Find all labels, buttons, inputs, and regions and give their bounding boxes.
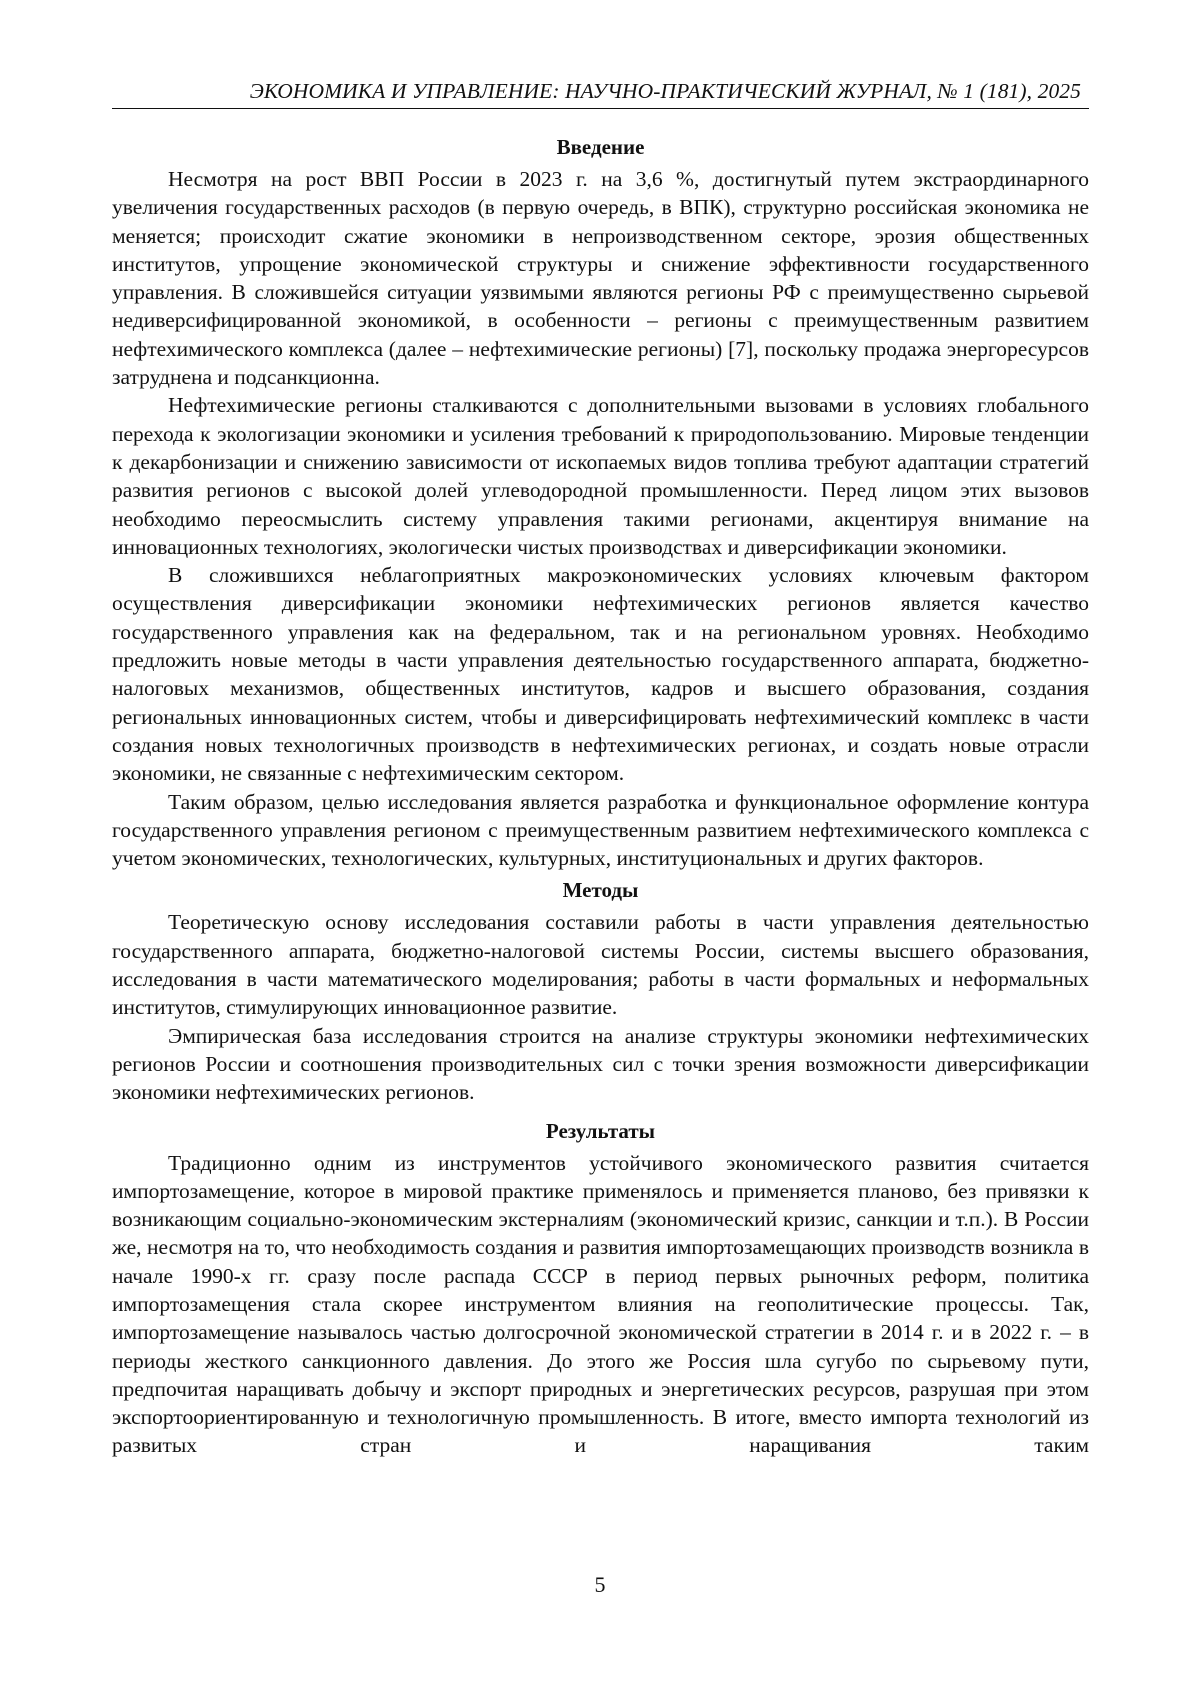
heading-methods: Методы [112, 876, 1089, 904]
page-number: 5 [0, 1572, 1200, 1598]
header-rule [112, 108, 1089, 109]
heading-results: Результаты [112, 1117, 1089, 1145]
results-paragraph-1: Традиционно одним из инструментов устойчивого экономического развития считается импортозамещение, которое в мировой практике применялось и применяется планово, без привязки к возникающим социально-экономическим экстерналиям (экономический кризис, санкции и т.п.). В России же, несмотря на то, что необходимость создания и развития импортозамещающих производств возникла в начале 1990-х гг. сразу после распада СССР в период первых рыночных реформ, политика импортозамещения стала скорее инструментом влияния на геополитические процессы. Так, импортозамещение называлось частью долгосрочной экономической стратегии в 2014 г. и в 2022 г. – в периоды жесткого санкционного давления. До этого же Россия шла сугубо по сырьевому пути, предпочитая наращивать добычу и экспорт природных и энергетических ресурсов, разрушая при этом экспортоориентированную и технологичную промышленность. В итоге, вместо импорта технологий из развитых стран и наращивания таким [112, 1149, 1089, 1460]
heading-introduction: Введение [112, 133, 1089, 161]
intro-paragraph-3: В сложившихся неблагоприятных макроэкономических условиях ключевым фактором осуществления диверсификации экономики нефтехимических регионов является качество государственного управления как на федеральном, так и на региональном уровнях. Необходимо предложить новые методы в части управления деятельностью государственного аппарата, бюджетно-налоговых механизмов, общественных институтов, кадров и высшего образования, создания региональных инновационных систем, чтобы и диверсифицировать нефтехимический комплекс в части создания новых технологичных производств в нефтехимических регионах, и создать новые отрасли экономики, не связанные с нефтехимическим сектором. [112, 561, 1089, 787]
intro-paragraph-1: Несмотря на рост ВВП России в 2023 г. на 3,6 %, достигнутый путем экстраординарного увеличения государственных расходов (в первую очередь, в ВПК), структурно российская экономика не меняется; происходит сжатие экономики в непроизводственном секторе, эрозия общественных институтов, упрощение экономической структуры и снижение эффективности государственного управления. В сложившейся ситуации уязвимыми являются регионы РФ с преимущественно сырьевой недиверсифицированной экономикой, в особенности – регионы с преимущественным развитием нефтехимического комплекса (далее – нефтехимические регионы) [7], поскольку продажа энергоресурсов затруднена и подсанкционна. [112, 165, 1089, 391]
page-body [112, 78, 1089, 1460]
intro-paragraph-2: Нефтехимические регионы сталкиваются с дополнительными вызовами в условиях глобального перехода к экологизации экономики и усиления требований к природопользованию. Мировые тенденции к декарбонизации и снижению зависимости от ископаемых видов топлива требуют адаптации стратегий развития регионов с высокой долей углеводородной промышленности. Перед лицом этих вызовов необходимо переосмыслить систему управления такими регионами, акцентируя внимание на инновационных технологиях, экологически чистых производствах и диверсификации экономики. [112, 391, 1089, 561]
methods-paragraph-1: Теоретическую основу исследования составили работы в части управления деятельностью государственного аппарата, бюджетно-налоговой системы России, системы высшего образования, исследования в части математического моделирования; работы в части формальных и неформальных институтов, стимулирующих инновационное развитие. [112, 908, 1089, 1021]
running-head: ЭКОНОМИКА И УПРАВЛЕНИЕ: НАУЧНО-ПРАКТИЧЕСКИЙ ЖУРНАЛ, № 1 (181), 2025 [112, 78, 1089, 104]
methods-paragraph-2: Эмпирическая база исследования строится на анализе структуры экономики нефтехимических регионов России и соотношения производительных сил с точки зрения возможности диверсификации экономики нефтехимических регионов. [112, 1022, 1089, 1107]
intro-paragraph-4: Таким образом, целью исследования является разработка и функциональное оформление контура государственного управления регионом с преимущественным развитием нефтехимического комплекса с учетом экономических, технологических, культурных, институциональных и других факторов. [112, 788, 1089, 873]
